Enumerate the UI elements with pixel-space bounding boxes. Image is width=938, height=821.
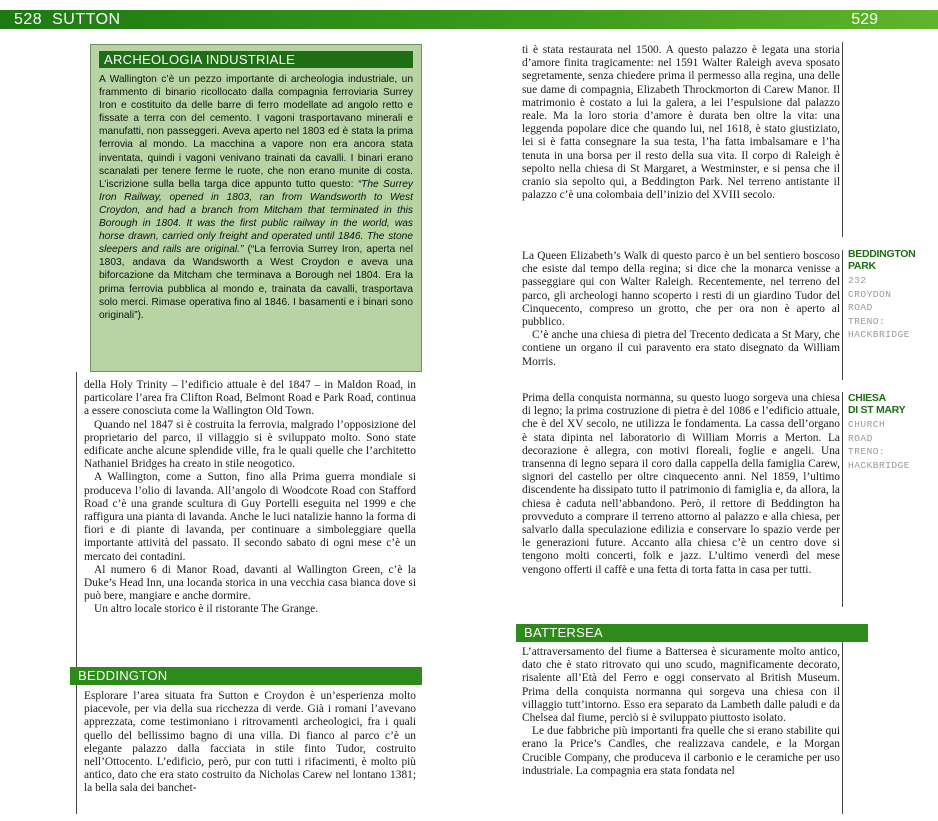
sidebar-park-name: BEDDINGTON (848, 248, 916, 260)
paragraph: L’attraversamento del fiume a Battersea è sicuramente molto antico, dato che è stato ritrovato qui uno scudo, magnificamente decorato, risalente all’Età del Ferro e oggi conservato al British Museum. Prima della conquista normanna qui sorgeva una chiesa con il villaggio tutt’intorno. Esso era separato da Lambeth dalle paludi e da Chelsea dal fiume, perciò si è sviluppato piuttosto isolato. (522, 646, 840, 725)
box-text-intro: A Wallington c’è un pezzo importante di archeologia industriale, un frammento di binario ricollocato dalla compagnia ferroviaria Surrey Iron e costituito da delle barre di ferro modellate ad angolo retto e fissate a terra con del cemento. I vagoni trasportavano minerali e manufatti, non passeggeri. Aveva aperto nel 1803 ed è stata la prima ferrovia al mondo. La macchina a vapore non era ancora stata inventata, quindi i vagoni venivano trainati da cavalli. I binari erano scanalati per tenere ferme le ruote, che non erano munite di costa. L’iscrizione sulla bella targa dice appunto tutto questo: (99, 74, 413, 190)
paragraph: La Queen Elizabeth’s Walk di questo parco è un bel sentiero boscoso che esiste dal tempo della regina; si dice che la monarca venisse a passeggiare qui con Walter Raleigh. Recentemente, nel terreno del parco, gli archeologi hanno scoperto i resti di un giardino Tudor del Cinquecento, compreso un grotto, che per ora non è aperto al pubblico. (522, 250, 840, 329)
sidebar-church-train: TRENO: (848, 446, 886, 457)
right-page-number: 529 (851, 11, 878, 28)
box-plaque-quote: “The Surrey Iron Railway, opened in 1803, ran from Wandsworth to West Croydon, and had a branch from Mitcham that terminated in this Borough in 1804. It was the first public railway in the world, was horse drawn, carried only freight and operated until 1846. The stone sleepers and rails are original.” (99, 178, 413, 256)
industrial-archaeology-box (90, 44, 422, 372)
right-column-text-top (522, 44, 840, 202)
paragraph: Prima della conquista normanna, su questo luogo sorgeva una chiesa di legno; la prima costruzione di pietra è del 1086 e l’edificio attuale, che è del XV secolo, ne utilizza le fondamenta. La cassa dell’organo è stata dipinta nel laboratorio di William Morris a Merton. La decorazione è allegra, con motivi floreali, foglie e angeli. Una transenna di legno separa il coro dalla cappella della famiglia Carew, signori del castello per oltre cinquecento anni. Nel 1859, l’ultimo discendente ha dissipato tutto il patrimonio di famiglia e, da allora, la chiesa è caduta nell’abbandono. Però, il rettore di Beddington ha provveduto a comprare il terreno attorno al palazzo e alla chiesa, per salvarlo dalla speculazione edilizia e conservare lo spazio verde per le generazioni future. Accanto alla chiesa c’è un centro dove si tengono molti concerti, folk e jazz. L’ultimo venerdì del mese vengono offerti il caffè e una fetta di torta fatta in casa per tutti. (522, 392, 840, 576)
sidebar-park-address: ROAD (848, 302, 873, 313)
beddington-text (84, 690, 416, 796)
sidebar-park-address: CROYDON (848, 288, 892, 300)
box-body (99, 73, 413, 322)
left-margin-rule (76, 372, 77, 667)
sidebar-church-address: CHURCH (848, 419, 886, 430)
sidebar-park-name: PARK (848, 260, 876, 272)
sidebar-church-name: CHIESA (848, 392, 886, 404)
paragraph: C’è anche una chiesa di pietra del Trecento dedicata a St Mary, che contiene un organo il cui paravento era stato disegnato da William Morris. (522, 329, 840, 368)
sidebar-park-address: 232 (848, 275, 867, 286)
right-margin-rule-low (842, 392, 843, 607)
page-header-bar (0, 10, 938, 29)
paragraph: ti è stata restaurata nel 1500. A questo palazzo è legata una storia d’amore finita tragicamente: nel 1591 Walter Raleigh aveva sposato segretamente, senza chiedere prima il permesso alla regina, una delle sue dame di compagnia, Elizabeth Throckmorton di Carew Manor. Il matrimonio è costato a lui la galera, a lei l’espulsione dal palazzo reale. Ma la loro storia d’amore è durata ben oltre la vita: una leggenda popolare dice che quando lui, nel 1618, è stato giustiziato, lei si è fatta consegnare la sua testa, l’ha fatta imbalsamare e l’ha tenuta in una borsa per il resto della sua vita. Il corpo di Raleigh è sepolto nella chiesa di St Margaret, a Westminster, e si pensa che il cranio sia sepolto qui, a Beddington Park. Nel terreno antistante il palazzo c’è una colombaia dell’inizio del XVIII secolo. (522, 44, 840, 202)
paragraph: Esplorare l’area situata fra Sutton e Croydon è un’esperienza molto piacevole, per via della sua ricchezza di verde. Già i romani l’avevano apprezzata, come testimoniano i ritrovamenti archeologici, fra i quali quello del bellissimo bagno di una villa. Di fianco al parco c’è un elegante palazzo dalla facciata in stile finto Tudor, costruito nell’Ottocento. L’edificio, però, pur con tutti i rifacimenti, è molto più antico, dato che era stato costruito da Nicholas Carew nel lontano 1381; la bella sala dei banchet- (84, 690, 416, 795)
right-margin-rule-mid (842, 250, 843, 380)
left-page-header: 528 SUTTON (14, 11, 121, 28)
right-margin-rule (842, 42, 843, 237)
left-column-text (84, 379, 416, 617)
right-column-text-church (522, 392, 840, 577)
section-heading-beddington: BEDDINGTON (70, 667, 422, 685)
box-text-translation: (“La ferrovia Surrey Iron, aperta nel 1803, andava da Wandsworth a West Croydon e aveva una biforcazione da Mitcham che terminava a Borough nel 1804. Era la prima ferrovia pubblica al mondo e, trainata da cavalli, trasportava solo merci. Rimase operativa fino al 1846. I basamenti e i binari sono originali”). (99, 244, 413, 321)
paragraph: Le due fabbriche più importanti fra quelle che si erano stabilite qui erano la Price’s Candles, che realizzava candele, e la Morgan Crucible Company, che produceva il carbonio e le ceramiche per uso industriale. La compagnia era stata fondata nel (522, 725, 840, 777)
sidebar-church-address: ROAD (848, 432, 873, 444)
sidebar-church-train: HACKBRIDGE (848, 459, 911, 471)
paragraph: della Holy Trinity – l’edificio attuale è del 1847 – in Maldon Road, in particolare l’area fra Clifton Road, Belmont Road e Park Road, continua a essere conosciuta come la Wallington Old Town. (84, 379, 416, 418)
right-column-text-park (522, 250, 840, 369)
paragraph: Un altro locale storico è il ristorante The Grange. (94, 603, 319, 616)
sidebar-beddington-park (848, 248, 938, 342)
battersea-text (522, 646, 840, 778)
right-margin-rule-bottom (842, 642, 843, 814)
left-margin-rule-lower (76, 684, 77, 814)
paragraph: Al numero 6 di Manor Road, davanti al Wallington Green, c’è la Duke’s Head Inn, una locanda storica in una vecchia casa bianca dove si può bere, mangiare e anche dormire. (84, 563, 416, 603)
section-heading-battersea: BATTERSEA (516, 624, 868, 642)
sidebar-park-train: HACKBRIDGE (848, 329, 911, 340)
box-title: ARCHEOLOGIA INDUSTRIALE (99, 51, 413, 68)
sidebar-st-mary-church (848, 392, 938, 472)
sidebar-church-name: DI ST MARY (848, 404, 906, 416)
sidebar-park-train: TRENO: (848, 315, 886, 327)
paragraph: A Wallington, come a Sutton, fino alla Prima guerra mondiale si produceva l’olio di lavanda. All’angolo di Woodcote Road con Stafford Road c’è una grande scultura di Guy Portelli eseguita nel 1999 e che raffigura una pianta di lavanda. Anche le luci natalizie hanno la forma di fiori e di piante di lavanda, per continuare a simboleggiare quella importante attività del passato. Il secondo sabato di ogni mese c’è un mercato dei contadini. (84, 471, 416, 563)
paragraph: Quando nel 1847 si è costruita la ferrovia, malgrado l’opposizione del proprietario del parco, il villaggio si è sviluppato molto. Sono state edificate anche alcune splendide ville, fra le quali quelle che l’architetto Nathaniel Bridges ha creato in stile neogotico. (84, 418, 416, 471)
